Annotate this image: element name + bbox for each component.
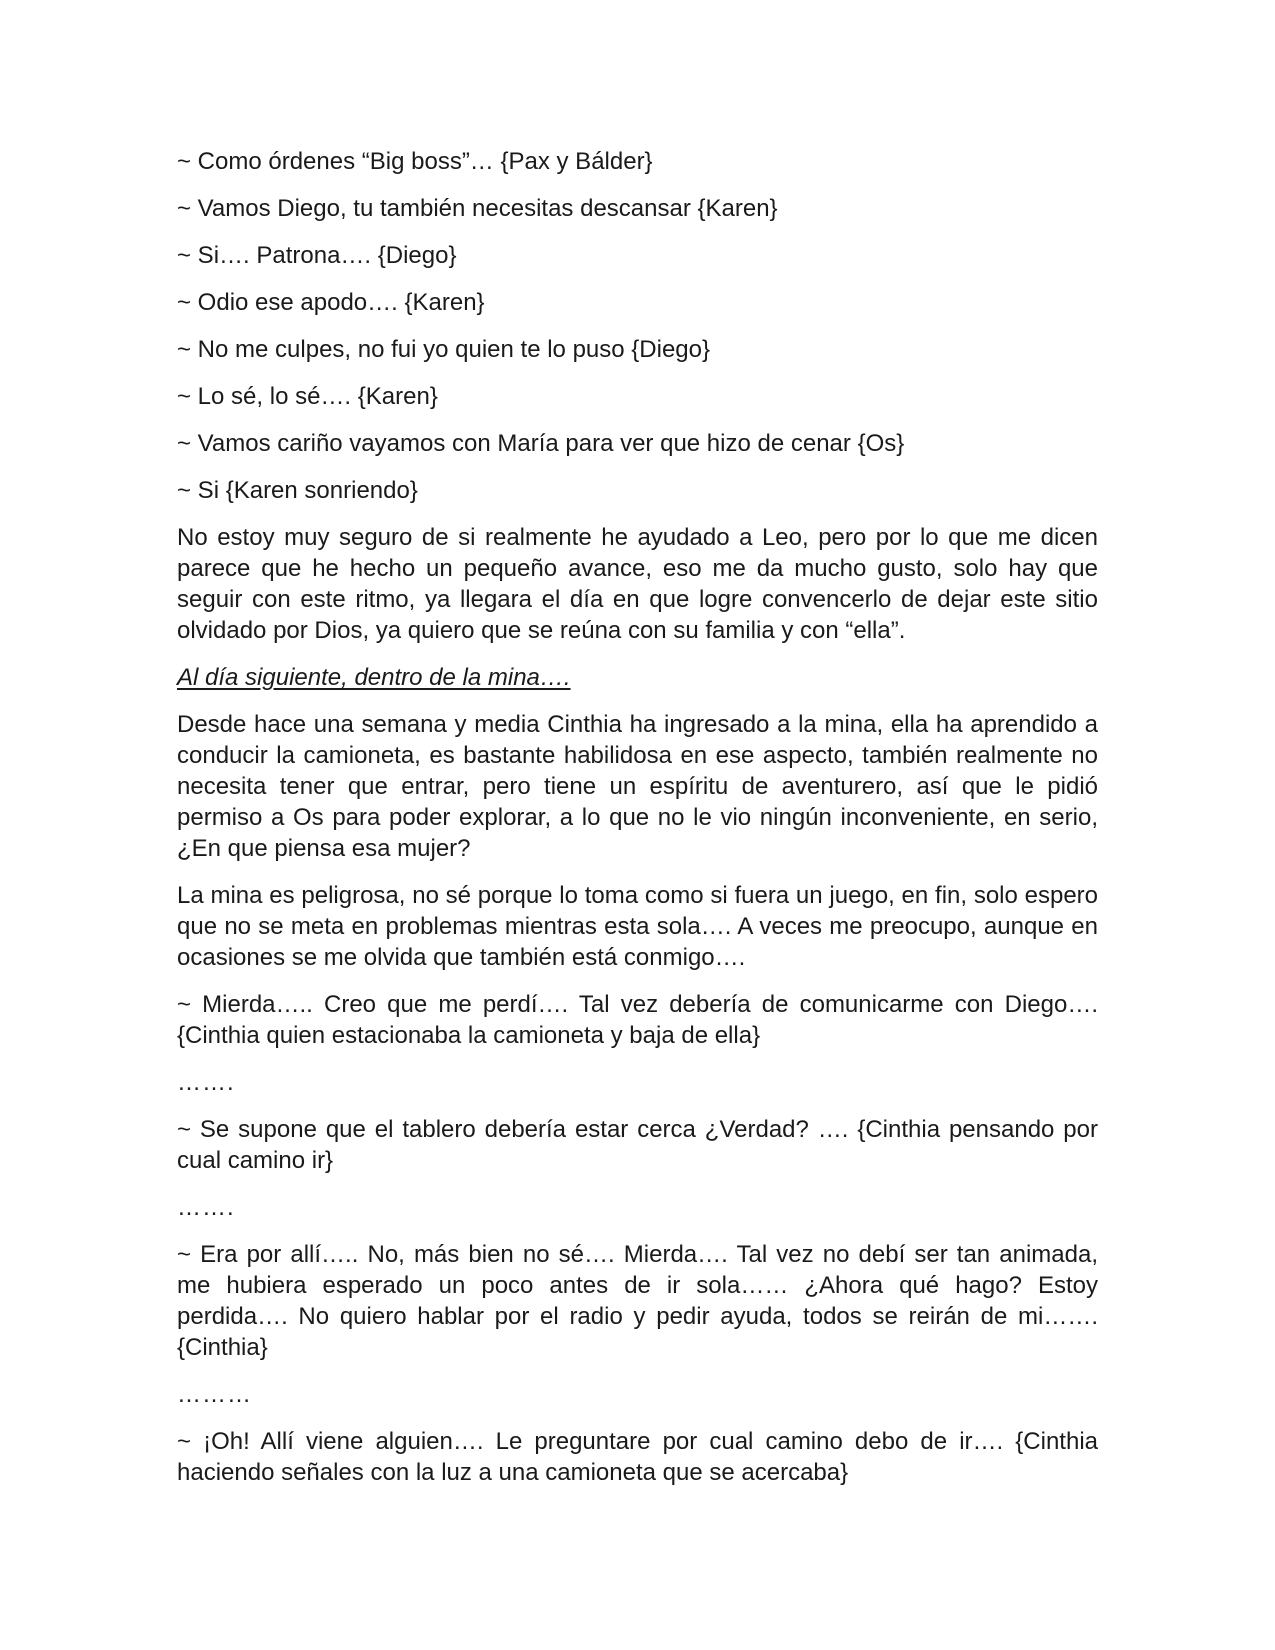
- narrative-paragraph: La mina es peligrosa, no sé porque lo toma como si fuera un juego, en fin, solo espero que no se meta en problemas mientras esta sola…. A veces me preocupo, aunque en ocasiones se me olvida que también está conmigo….: [177, 882, 1098, 971]
- dialogue-line: ~ Vamos cariño vayamos con María para ver que hizo de cenar {Os}: [177, 430, 905, 457]
- dialogue-line: ~ Si {Karen sonriendo}: [177, 477, 418, 504]
- dialogue-line: ~ No me culpes, no fui yo quien te lo puso {Diego}: [177, 336, 711, 363]
- dialogue-line: ~ Odio ese apodo…. {Karen}: [177, 289, 485, 316]
- scene-heading: Al día siguiente, dentro de la mina….: [177, 664, 571, 691]
- dialogue-line: ~ ¡Oh! Allí viene alguien…. Le preguntare por cual camino debo de ir…. {Cinthia haciendo señales con la luz a una camioneta que se acercaba}: [177, 1428, 1098, 1486]
- ellipsis-break: …….: [177, 1069, 235, 1096]
- dialogue-line: ~ Si…. Patrona…. {Diego}: [177, 242, 457, 269]
- dialogue-line: ~ Mierda….. Creo que me perdí…. Tal vez debería de comunicarme con Diego…. {Cinthia quien estacionaba la camioneta y baja de ella}: [177, 991, 1098, 1049]
- ellipsis-break: …….: [177, 1194, 235, 1221]
- narrative-paragraph: Desde hace una semana y media Cinthia ha ingresado a la mina, ella ha aprendido a conducir la camioneta, es bastante habilidosa en ese aspecto, también realmente no necesita tener que entrar, pero tiene un espíritu de aventurero, así que le pidió permiso a Os para poder explorar, a lo que no le vio ningún inconveniente, en serio, ¿En que piensa esa mujer?: [177, 711, 1098, 862]
- dialogue-line: ~ Lo sé, lo sé…. {Karen}: [177, 383, 438, 410]
- document-page: [177, 146, 1098, 1504]
- ellipsis-break: ………: [177, 1381, 252, 1408]
- dialogue-line: ~ Como órdenes “Big boss”… {Pax y Bálder}: [177, 148, 653, 175]
- narrative-paragraph: No estoy muy seguro de si realmente he ayudado a Leo, pero por lo que me dicen parece que he hecho un pequeño avance, eso me da mucho gusto, solo hay que seguir con este ritmo, ya llegara el día en que logre convencerlo de dejar este sitio olvidado por Dios, ya quiero que se reúna con su familia y con “ella”.: [177, 524, 1098, 644]
- dialogue-line: ~ Era por allí….. No, más bien no sé…. Mierda…. Tal vez no debí ser tan animada, me hubiera esperado un poco antes de ir sola…… ¿Ahora qué hago? Estoy perdida…. No quiero hablar por el radio y pedir ayuda, todos se reirán de mi……. {Cinthia}: [177, 1241, 1098, 1361]
- dialogue-line: ~ Vamos Diego, tu también necesitas descansar {Karen}: [177, 195, 778, 222]
- dialogue-line: ~ Se supone que el tablero debería estar cerca ¿Verdad? …. {Cinthia pensando por cual camino ir}: [177, 1116, 1098, 1174]
